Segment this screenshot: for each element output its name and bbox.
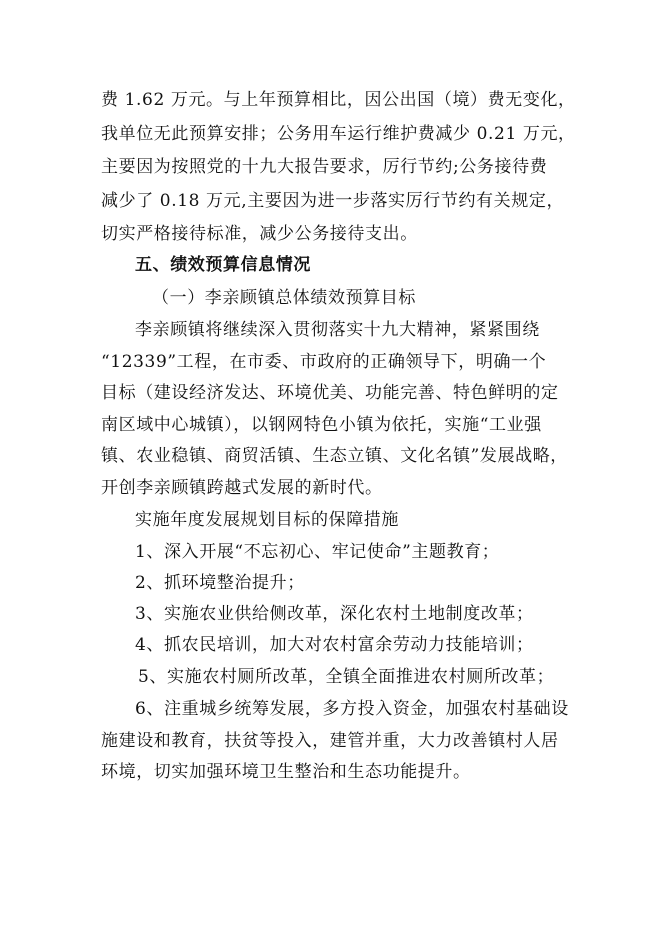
- paragraph-1-line: 费 1.62 万元。与上年预算相比，因公出国（境）费无变化，: [101, 90, 576, 110]
- measure-item: 2、抓环境整治提升；: [135, 573, 305, 593]
- paragraph-1-line: 主要因为按照党的十九大报告要求，厉行节约;公务接待费: [101, 157, 548, 177]
- measure-6-line: 6、注重城乡统筹发展，多方投入资金，加强农村基础设: [135, 699, 569, 719]
- paragraph-2-line: 南区域中心城镇），以钢网特色小镇为依托，实施“工业强: [101, 415, 542, 435]
- paragraph-1-line: 减少了 0.18 万元,主要因为进一步落实厉行节约有关规定，: [101, 191, 565, 211]
- measure-6-line: 环境，切实加强环境卫生整治和生态功能提升。: [101, 762, 471, 782]
- subsection-heading: （一）李亲顾镇总体绩效预算目标: [152, 288, 416, 308]
- paragraph-2-line: 开创李亲顾镇跨越式发展的新时代。: [101, 478, 383, 498]
- measure-item: 5、实施农村厕所改革，全镇全面推进农村厕所改革；: [138, 667, 555, 687]
- measure-6-line: 施建设和教育，扶贫等投入，建管并重，大力改善镇村人居: [101, 731, 559, 751]
- paragraph-1-line: 切实严格接待标准，减少公务接待支出。: [101, 224, 418, 244]
- section-heading: 五、绩效预算信息情况: [135, 255, 311, 275]
- measures-intro: 实施年度发展规划目标的保障措施: [135, 510, 399, 530]
- paragraph-2-line: “12339”工程，在市委、市政府的正确领导下，明确一个: [101, 352, 547, 372]
- paragraph-2-line: 镇、农业稳镇、商贸活镇、生态立镇、文化名镇”发展战略，: [101, 446, 568, 466]
- measure-item: 3、实施农业供给侧改革，深化农村土地制度改革；: [135, 604, 534, 624]
- paragraph-1-line: 我单位无此预算安排；公务用车运行维护费减少 0.21 万元，: [101, 124, 576, 144]
- paragraph-2-line: 目标（建设经济发达、环境优美、功能完善、特色鲜明的定: [101, 383, 559, 403]
- measure-item: 1、深入开展“不忘初心、牢记使命”主题教育；: [135, 542, 500, 562]
- measure-item: 4、抓农民培训，加大对农村富余劳动力技能培训；: [135, 635, 534, 655]
- paragraph-2-line: 李亲顾镇将继续深入贯彻落实十九大精神，紧紧围绕: [135, 320, 540, 340]
